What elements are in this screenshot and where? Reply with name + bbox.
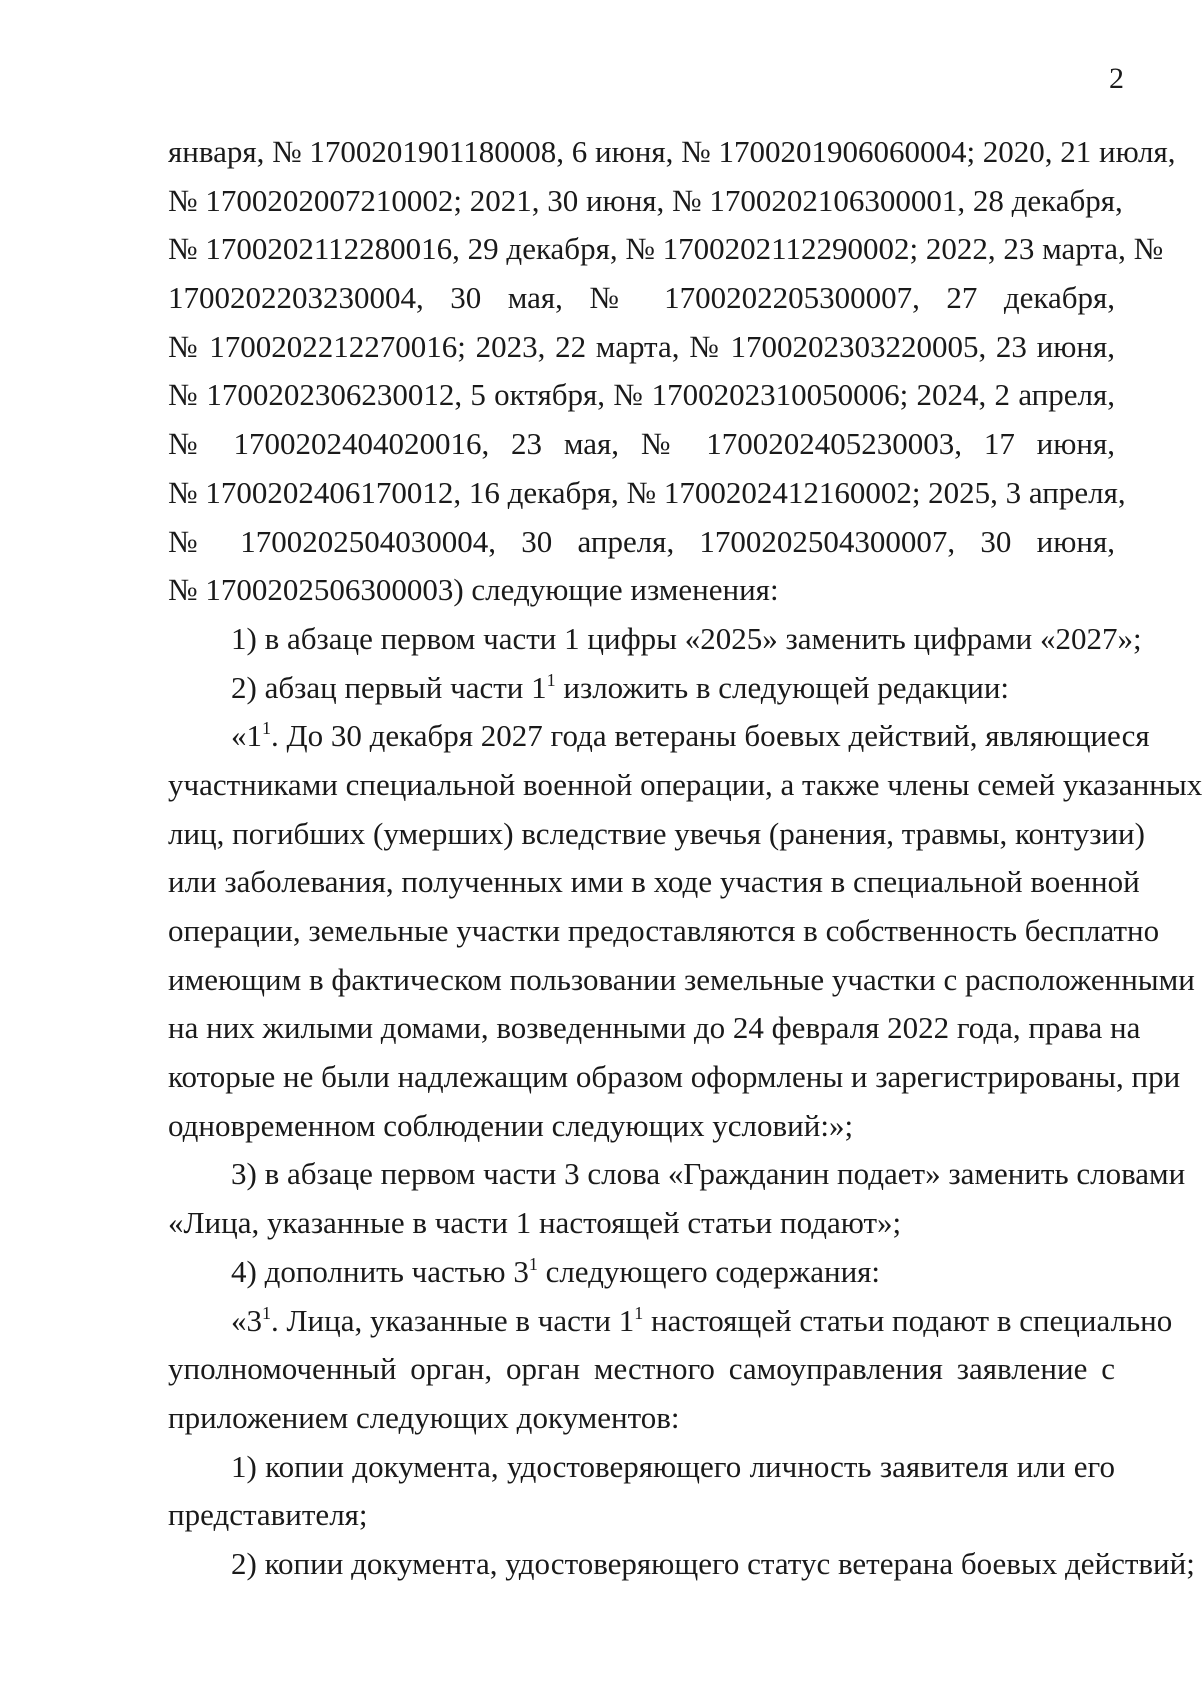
text-segment: . Лица, указанные в части 1 xyxy=(271,1302,635,1338)
text-segment: 1) в абзаце первом части 1 цифры «2025» заменить цифрами «2027»; xyxy=(231,620,1142,656)
text-segment: № 1700202404020016, 23 мая, № 1700202405230003, 17 июня, xyxy=(168,426,1115,462)
text-line xyxy=(168,1394,1115,1443)
text-segment: № 1700202007210002; 2021, 30 июня, № 1700202106300001, 28 декабря, xyxy=(168,182,1123,218)
text-segment: января, № 1700201901180008, 6 июня, № 1700201906060004; 2020, 21 июля, xyxy=(168,134,1176,169)
text-line xyxy=(168,177,1123,226)
superscript: 1 xyxy=(262,1302,271,1323)
text-segment: № 1700202506300003) следующие изменения: xyxy=(168,572,779,608)
text-segment: «Лица, указанные в части 1 настоящей статьи подают»; xyxy=(168,1205,902,1241)
text-segment: 1) копии документа, удостоверяющего личность заявителя или его xyxy=(231,1448,1115,1484)
text-line xyxy=(168,712,1150,761)
text-segment: лиц, погибших (умерших) вследствие увечья (ранения, травмы, контузии) xyxy=(168,815,1145,851)
text-line xyxy=(168,225,1164,274)
text-line xyxy=(168,1102,1115,1151)
page-number: 2 xyxy=(1109,62,1124,95)
text-line xyxy=(168,518,1115,567)
text-line xyxy=(168,1004,1141,1053)
text-line xyxy=(168,1150,1186,1199)
text-segment: настоящей статьи подают в специально xyxy=(643,1302,1173,1338)
text-segment: 1700202203230004, 30 мая, № 1700202205300007, 27 декабря, xyxy=(168,280,1115,316)
text-line xyxy=(168,420,1115,469)
text-segment: изложить в следующей редакции: xyxy=(555,669,1010,705)
text-segment: 2) абзац первый части 1 xyxy=(231,669,547,705)
superscript: 1 xyxy=(634,1302,644,1323)
text-line xyxy=(168,1491,1115,1540)
text-segment: 3) в абзаце первом части 3 слова «Гражданин подает» заменить словами xyxy=(231,1156,1186,1192)
text-line xyxy=(168,907,1160,956)
superscript: 1 xyxy=(262,718,271,739)
text-line xyxy=(168,956,1195,1005)
text-line xyxy=(168,371,1115,420)
document-body xyxy=(168,128,1202,1589)
text-segment: представителя; xyxy=(168,1497,368,1533)
text-line xyxy=(168,1345,1115,1394)
text-segment: операции, земельные участки предоставляются в собственность бесплатно xyxy=(168,913,1160,948)
text-line xyxy=(168,1248,1115,1297)
text-line xyxy=(168,566,1115,615)
text-segment: на них жилыми домами, возведенными до 24 февраля 2022 года, права на xyxy=(168,1010,1141,1046)
text-line xyxy=(168,274,1115,323)
text-segment: «3 xyxy=(231,1302,262,1338)
text-segment: «1 xyxy=(231,718,262,754)
text-line xyxy=(168,615,1142,664)
text-segment: № 1700202306230012, 5 октября, № 1700202310050006; 2024, 2 апреля, xyxy=(168,377,1115,413)
text-segment: 2) копии документа, удостоверяющего статус ветерана боевых действий; xyxy=(231,1545,1195,1581)
text-segment: № 1700202504030004, 30 апреля, 1700202504300007, 30 июня, xyxy=(168,523,1115,559)
text-line xyxy=(168,810,1145,859)
text-segment: приложением следующих документов: xyxy=(168,1399,680,1435)
text-line xyxy=(168,761,1202,810)
text-line xyxy=(168,664,1115,713)
superscript: 1 xyxy=(546,669,556,690)
superscript: 1 xyxy=(528,1253,538,1274)
text-segment: которые не были надлежащим образом оформлены и зарегистрированы, при xyxy=(168,1059,1181,1095)
text-segment: участниками специальной военной операции, а также члены семей указанных xyxy=(168,766,1202,802)
text-line xyxy=(168,128,1176,177)
text-segment: 4) дополнить частью 3 xyxy=(231,1253,529,1289)
text-line xyxy=(168,469,1126,518)
text-segment: № 1700202112280016, 29 декабря, № 1700202112290002; 2022, 23 марта, № xyxy=(168,231,1164,267)
text-segment: . До 30 декабря 2027 года ветераны боевых действий, являющиеся xyxy=(271,718,1150,754)
text-segment: уполномоченный орган, орган местного самоуправления заявление с xyxy=(168,1351,1115,1387)
text-line xyxy=(168,1540,1195,1589)
text-line xyxy=(168,1199,1115,1248)
text-line xyxy=(168,1297,1173,1346)
text-segment: имеющим в фактическом пользовании земельные участки с расположенными xyxy=(168,961,1195,997)
text-line xyxy=(168,858,1140,907)
text-segment: следующего содержания: xyxy=(537,1253,881,1289)
text-segment: № 1700202406170012, 16 декабря, № 1700202412160002; 2025, 3 апреля, xyxy=(168,474,1126,510)
text-line xyxy=(168,1443,1115,1492)
text-segment: одновременном соблюдении следующих условий:»; xyxy=(168,1107,854,1143)
text-segment: или заболевания, полученных ими в ходе участия в специальной военной xyxy=(168,864,1140,900)
text-line xyxy=(168,323,1115,372)
text-segment: № 1700202212270016; 2023, 22 марта, № 1700202303220005, 23 июня, xyxy=(168,328,1115,364)
text-line xyxy=(168,1053,1181,1102)
